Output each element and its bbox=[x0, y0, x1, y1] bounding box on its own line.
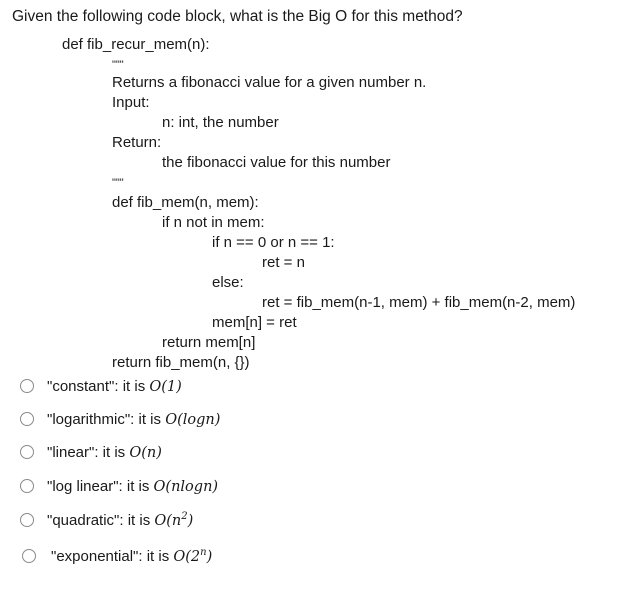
code-line: mem[n] = ret bbox=[212, 314, 297, 331]
option-constant[interactable] bbox=[20, 376, 182, 396]
code-line: if n not in mem: bbox=[162, 214, 265, 231]
option-exponential[interactable] bbox=[22, 546, 212, 566]
code-line: ret = n bbox=[262, 254, 305, 271]
option-label: "linear": it is bbox=[47, 443, 126, 461]
math-base: O(n bbox=[154, 513, 182, 529]
code-line: Returns a fibonacci value for a given number n. bbox=[112, 74, 427, 91]
option-math bbox=[154, 513, 193, 529]
option-math bbox=[173, 549, 212, 565]
option-math: O(nlogn) bbox=[153, 478, 219, 495]
radio-button[interactable] bbox=[22, 549, 36, 563]
radio-button[interactable] bbox=[20, 445, 34, 459]
option-linear[interactable] bbox=[20, 442, 162, 462]
math-base: O(2 bbox=[173, 549, 201, 565]
code-line: the fibonacci value for this number bbox=[162, 154, 391, 171]
code-line: Input: bbox=[112, 94, 150, 111]
option-math: O(logn) bbox=[165, 411, 221, 428]
code-line: def fib_mem(n, mem): bbox=[112, 194, 259, 211]
code-line: return fib_mem(n, {}) bbox=[112, 354, 250, 371]
radio-button[interactable] bbox=[20, 513, 34, 527]
option-label: "constant": it is bbox=[47, 377, 146, 395]
radio-button[interactable] bbox=[20, 379, 34, 393]
code-line: """ bbox=[112, 177, 124, 189]
option-logarithmic[interactable] bbox=[20, 409, 220, 429]
code-line: return mem[n] bbox=[162, 334, 256, 351]
option-log-linear[interactable] bbox=[20, 476, 218, 496]
code-line: else: bbox=[212, 274, 244, 291]
math-exponent: n bbox=[200, 547, 207, 558]
option-math: O(1) bbox=[149, 378, 182, 395]
code-line: """ bbox=[112, 59, 124, 71]
option-label: "logarithmic": it is bbox=[47, 410, 162, 428]
code-line: Return: bbox=[112, 134, 162, 151]
option-label: "quadratic": it is bbox=[47, 512, 151, 529]
code-line: def fib_recur_mem(n): bbox=[62, 36, 210, 53]
math-close: ) bbox=[187, 513, 194, 529]
math-close: ) bbox=[206, 549, 213, 565]
code-line: if n == 0 or n == 1: bbox=[212, 234, 335, 251]
option-quadratic[interactable] bbox=[20, 510, 193, 530]
code-line: ret = fib_mem(n-1, mem) + fib_mem(n-2, mem) bbox=[262, 294, 576, 311]
option-math: O(n) bbox=[129, 444, 162, 461]
code-line: n: int, the number bbox=[162, 114, 279, 131]
math-exponent: 2 bbox=[181, 511, 188, 522]
radio-button[interactable] bbox=[20, 412, 34, 426]
option-label: "log linear": it is bbox=[47, 477, 150, 495]
question-text: Given the following code block, what is the Big O for this method? bbox=[12, 8, 463, 25]
option-label: "exponential": it is bbox=[51, 548, 170, 565]
radio-button[interactable] bbox=[20, 479, 34, 493]
